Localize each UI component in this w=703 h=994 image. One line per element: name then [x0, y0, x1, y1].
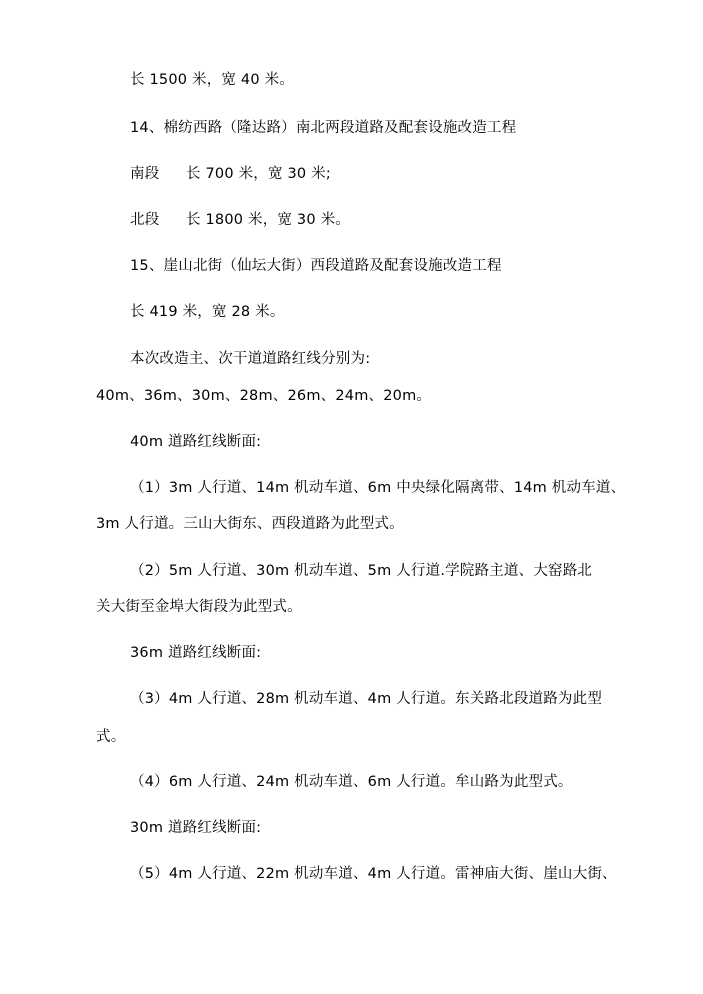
paragraph-line: 长 419 米，宽 28 米。: [130, 304, 285, 320]
list-item-3-continued: 式。: [96, 729, 126, 745]
segment-detail: 长 700 米，宽 30 米;: [186, 166, 331, 182]
south-section-line: [130, 164, 331, 184]
paragraph-line: 40m、36m、30m、28m、26m、24m、20m。: [96, 388, 432, 404]
list-item-2: （2）5m 人行道、30m 机动车道、5m 人行道.学院路主道、大窑路北: [130, 563, 593, 579]
list-item-1-continued: 3m 人行道。三山大街东、西段道路为此型式。: [96, 516, 404, 532]
segment-detail: 长 1800 米，宽 30 米。: [186, 212, 350, 228]
paragraph-line: 长 1500 米，宽 40 米。: [130, 72, 294, 88]
list-item-2-continued: 关大街至金埠大街段为此型式。: [96, 599, 302, 615]
segment-label: 北段: [130, 212, 160, 228]
list-item-4: （4）6m 人行道、24m 机动车道、6m 人行道。牟山路为此型式。: [130, 774, 573, 790]
paragraph-line: 本次改造主、次干道道路红线分别为:: [130, 351, 371, 367]
section-heading-36m: 36m 道路红线断面:: [130, 645, 262, 661]
list-item-3: （3）4m 人行道、28m 机动车道、4m 人行道。东关路北段道路为此型: [130, 691, 603, 707]
section-heading-30m: 30m 道路红线断面:: [130, 820, 262, 836]
section-heading-40m: 40m 道路红线断面:: [130, 434, 262, 450]
project-heading-14: 14、棉纺西路（隆达路）南北两段道路及配套设施改造工程: [130, 120, 517, 136]
north-section-line: [130, 210, 350, 230]
list-item-1: （1）3m 人行道、14m 机动车道、6m 中央绿化隔离带、14m 机动车道、: [130, 480, 626, 496]
list-item-5: （5）4m 人行道、22m 机动车道、4m 人行道。雷神庙大街、崖山大街、: [130, 866, 617, 882]
segment-label: 南段: [130, 166, 160, 182]
project-heading-15: 15、崖山北街（仙坛大街）西段道路及配套设施改造工程: [130, 258, 502, 274]
